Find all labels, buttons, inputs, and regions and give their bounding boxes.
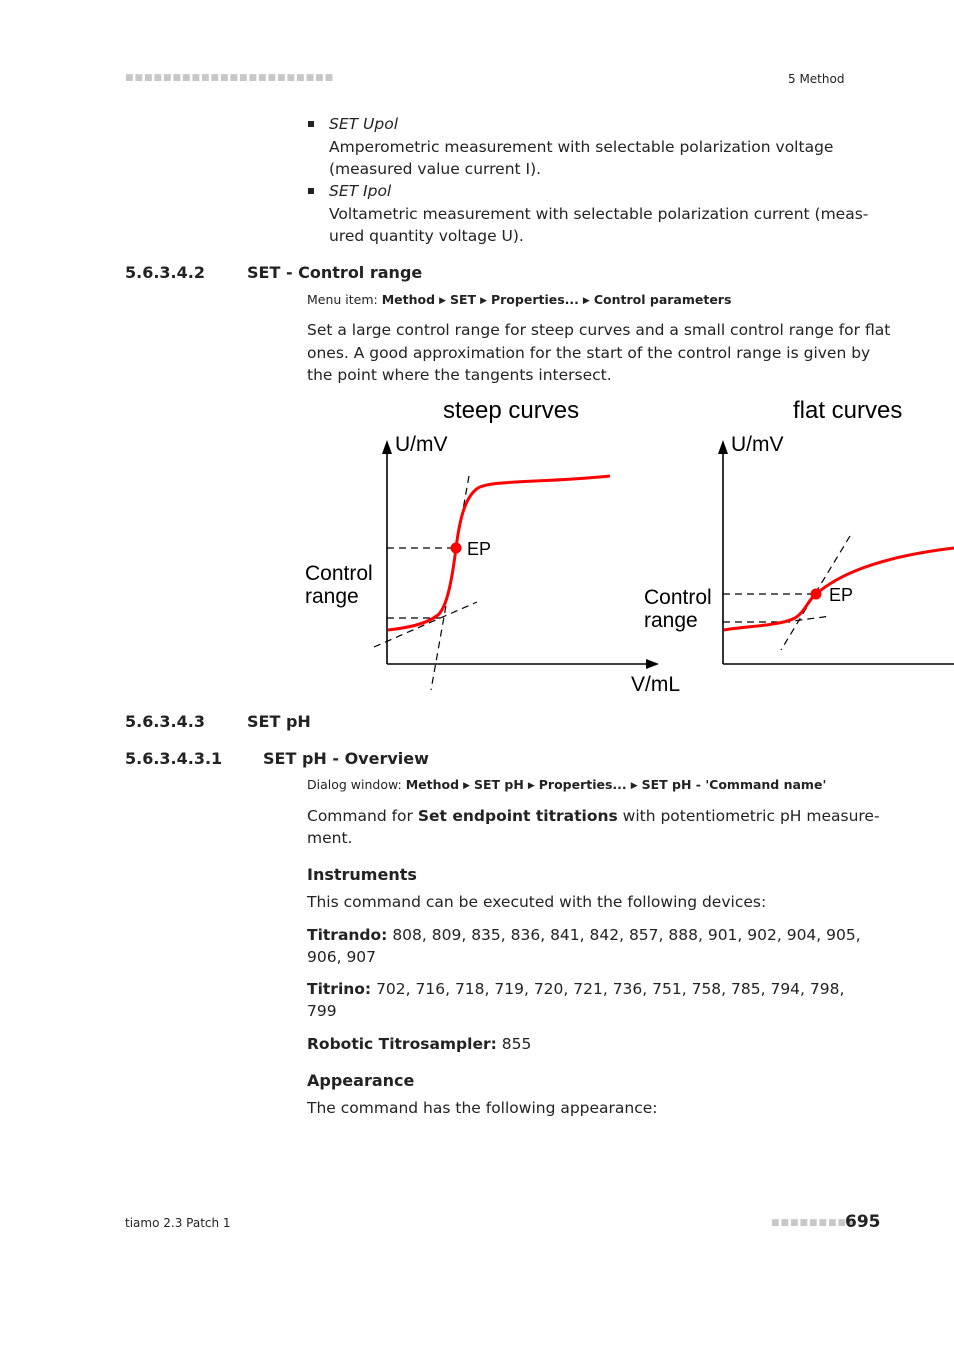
titrino-values: 702, 716, 718, 719, 720, 721, 736, 751, 758, 785, 794, 798, bbox=[371, 980, 845, 998]
titrino-label: Titrino: bbox=[307, 980, 372, 998]
steep-ep-label: EP bbox=[467, 539, 492, 559]
triangle-right-icon: ▶ bbox=[527, 781, 535, 791]
flat-curves-title: flat curves bbox=[793, 397, 903, 424]
section-title: SET - Control range bbox=[247, 263, 423, 282]
titrando-values: 808, 809, 835, 836, 841, 842, 857, 888, 901, 902, 904, 905, bbox=[387, 926, 861, 944]
cmd-text: Command for bbox=[307, 807, 418, 825]
menu-step: SET bbox=[449, 292, 477, 307]
page-number: 695 bbox=[845, 1212, 881, 1232]
menu-prefix: Menu item: bbox=[307, 292, 378, 307]
bullet-term: SET Ipol bbox=[329, 182, 392, 200]
dialog-path bbox=[307, 777, 826, 792]
bullet-desc-line: Amperometric measurement with selectable polarization voltage bbox=[329, 138, 834, 156]
triangle-right-icon: ▶ bbox=[630, 781, 638, 791]
bullet-desc-line: Voltametric measurement with selectable polarization current (meas- bbox=[329, 205, 869, 223]
dialog-step: SET pH bbox=[473, 777, 524, 792]
x-axis-label: V/mL bbox=[631, 673, 681, 696]
bullet-icon bbox=[308, 121, 314, 127]
steep-control-label: Control bbox=[305, 562, 373, 585]
robotic-label: Robotic Titrosampler: bbox=[307, 1035, 497, 1053]
steep-y-arrow-icon bbox=[382, 440, 392, 454]
flat-y-axis-label: U/mV bbox=[731, 433, 784, 456]
paragraph-line: the point where the tangents intersect. bbox=[307, 366, 612, 384]
robotic-value: 855 bbox=[496, 1035, 532, 1053]
dialog-prefix: Dialog window: bbox=[307, 777, 402, 792]
paragraph-line: ones. A good approximation for the start of the control range is given by bbox=[307, 344, 871, 362]
appearance-heading: Appearance bbox=[307, 1071, 415, 1090]
bullet-icon bbox=[308, 188, 314, 194]
section-number: 5.6.3.4.2 bbox=[125, 263, 205, 282]
triangle-right-icon: ▶ bbox=[480, 296, 487, 306]
menu-step: Method bbox=[381, 292, 436, 307]
titrino-line bbox=[307, 978, 844, 1001]
triangle-right-icon: ▶ bbox=[582, 296, 590, 306]
instruments-intro: This command can be executed with the following devices: bbox=[307, 893, 767, 911]
triangle-right-icon: ▶ bbox=[439, 296, 446, 306]
header-decoration: ■■■■■■■■■■■■■■■■■■■■■■ bbox=[125, 73, 335, 83]
bullet-desc-line: ured quantity voltage U). bbox=[329, 227, 524, 245]
cmd-bold-text: Set endpoint titrations bbox=[417, 807, 618, 825]
control-range-figure bbox=[0, 390, 954, 700]
section-number: 5.6.3.4.3 bbox=[125, 712, 205, 731]
appearance-text: The command has the following appearance: bbox=[307, 1099, 658, 1117]
dialog-step: Properties... bbox=[538, 777, 627, 792]
instruments-heading: Instruments bbox=[307, 865, 417, 884]
titrino-line2: 799 bbox=[307, 1002, 337, 1020]
flat-control-label: Control bbox=[644, 586, 712, 609]
cmd-text: with potentiometric pH measure- bbox=[617, 807, 880, 825]
header-section: 5 Method bbox=[788, 72, 845, 86]
robotic-line bbox=[307, 1033, 531, 1056]
steep-x-arrow-icon bbox=[646, 659, 659, 669]
command-description bbox=[307, 805, 880, 828]
footer-product: tiamo 2.3 Patch 1 bbox=[125, 1216, 231, 1230]
titrando-label: Titrando: bbox=[307, 926, 388, 944]
menu-step: Control parameters bbox=[593, 292, 732, 307]
section-number: 5.6.3.4.3.1 bbox=[125, 749, 223, 768]
menu-path bbox=[307, 292, 731, 307]
bullet-desc-line: (measured value current I). bbox=[329, 160, 542, 178]
steep-ep-point bbox=[451, 543, 462, 554]
dialog-step: SET pH - 'Command name' bbox=[641, 777, 827, 792]
bullet-term: SET Upol bbox=[329, 115, 399, 133]
paragraph-line: Set a large control range for steep curves and a small control range for flat bbox=[307, 321, 891, 339]
command-description-line2: ment. bbox=[307, 829, 353, 847]
flat-y-arrow-icon bbox=[718, 440, 728, 454]
flat-ep-label: EP bbox=[829, 585, 854, 605]
titrando-line2: 906, 907 bbox=[307, 948, 377, 966]
steep-tangent-flat bbox=[374, 602, 477, 647]
dialog-step: Method bbox=[405, 777, 460, 792]
footer-decoration: ■■■■■■■■■ bbox=[771, 1218, 857, 1228]
steep-curves-title: steep curves bbox=[443, 397, 580, 424]
section-title: SET pH bbox=[247, 712, 311, 731]
triangle-right-icon: ▶ bbox=[463, 781, 470, 791]
steep-titration-curve bbox=[388, 476, 610, 630]
menu-step: Properties... bbox=[490, 292, 579, 307]
flat-range-label: range bbox=[644, 609, 698, 632]
titrando-line bbox=[307, 924, 861, 947]
section-title: SET pH - Overview bbox=[263, 749, 429, 768]
steep-y-axis-label: U/mV bbox=[395, 433, 448, 456]
steep-range-label: range bbox=[305, 585, 359, 608]
flat-ep-point bbox=[811, 589, 822, 600]
